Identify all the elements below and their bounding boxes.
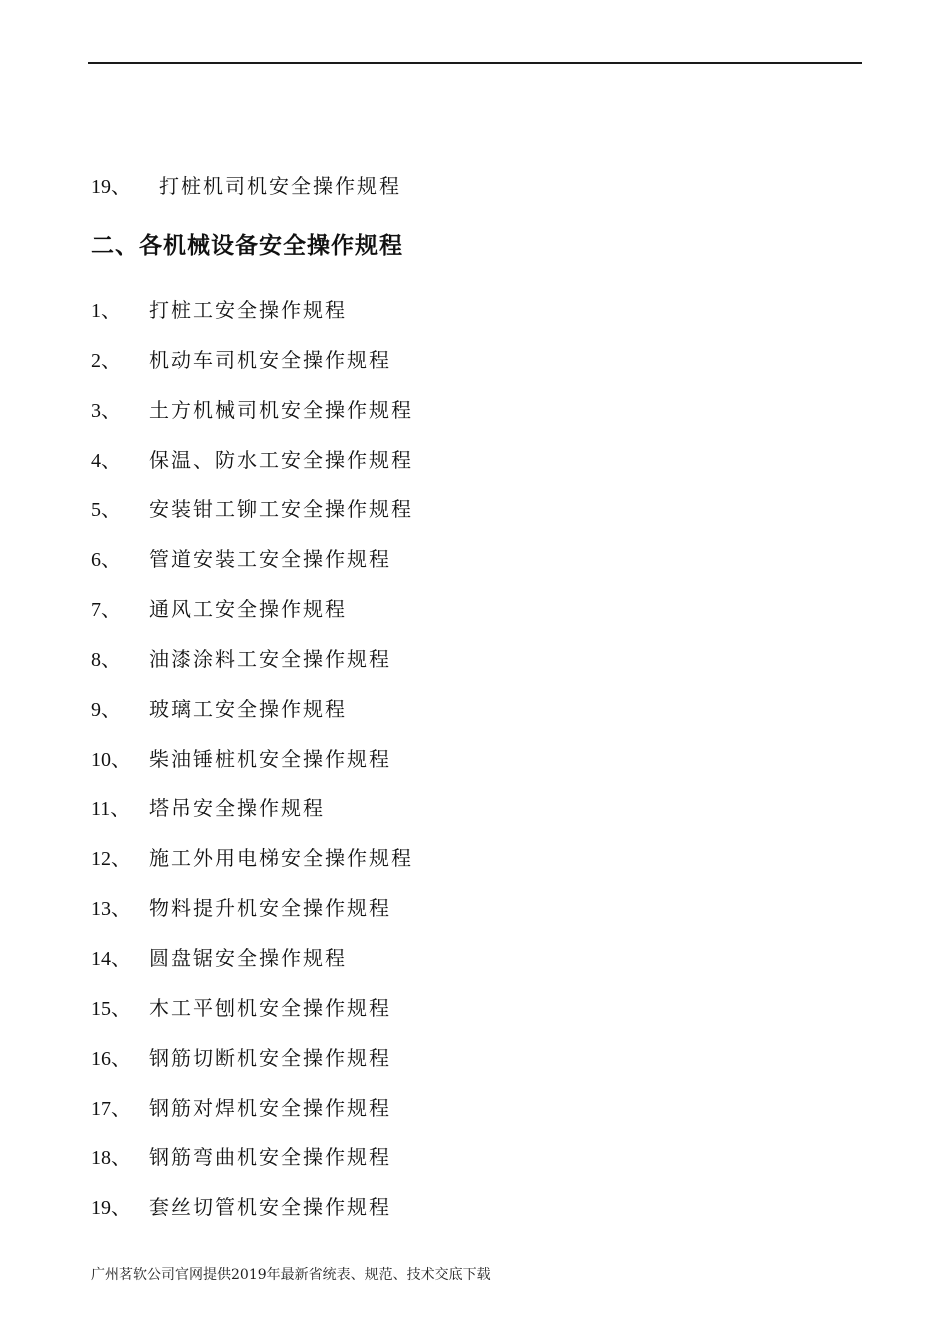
list-item xyxy=(91,894,413,944)
list-item xyxy=(91,745,413,795)
item-number: 16、 xyxy=(91,1047,131,1070)
list-item xyxy=(91,944,413,994)
item-title: 柴油锤桩机安全操作规程 xyxy=(149,746,391,771)
item-title: 套丝切管机安全操作规程 xyxy=(149,1195,391,1220)
list-item xyxy=(91,595,413,645)
list-item xyxy=(91,296,413,346)
item-number: 10、 xyxy=(91,748,131,771)
list-item xyxy=(91,794,413,844)
list-item xyxy=(91,495,413,545)
list-item xyxy=(91,1193,413,1243)
item-title: 机动车司机安全操作规程 xyxy=(149,347,391,372)
page-footer: 广州茗软公司官网提供2019年最新省统表、规范、技术交底下载 xyxy=(91,1267,491,1283)
list-item xyxy=(91,1143,413,1193)
item-number: 1、 xyxy=(91,300,121,322)
section-heading: 二、各机械设备安全操作规程 xyxy=(91,233,403,259)
item-title: 通风工安全操作规程 xyxy=(149,597,347,622)
item-number: 18、 xyxy=(91,1147,131,1170)
procedure-list xyxy=(91,296,413,1243)
list-item xyxy=(91,446,413,496)
list-item xyxy=(91,172,401,201)
list-item xyxy=(91,346,413,396)
header-divider xyxy=(88,62,862,64)
item-title: 管道安装工安全操作规程 xyxy=(149,547,391,572)
item-number: 2、 xyxy=(91,349,121,372)
item-number: 6、 xyxy=(91,549,121,572)
list-item xyxy=(91,695,413,745)
item-number: 12、 xyxy=(91,848,131,871)
item-number: 17、 xyxy=(91,1097,131,1120)
item-number: 19、 xyxy=(91,1197,131,1220)
item-title: 钢筋对焊机安全操作规程 xyxy=(149,1095,391,1120)
item-title: 钢筋切断机安全操作规程 xyxy=(149,1045,391,1070)
list-item xyxy=(91,994,413,1044)
item-number: 14、 xyxy=(91,947,131,970)
list-item xyxy=(91,645,413,695)
item-number: 11、 xyxy=(91,798,131,821)
item-number: 3、 xyxy=(91,399,121,422)
item-title: 塔吊安全操作规程 xyxy=(149,796,325,821)
item-number: 19、 xyxy=(91,176,131,198)
list-item xyxy=(91,844,413,894)
item-number: 7、 xyxy=(91,599,121,622)
item-title: 油漆涂料工安全操作规程 xyxy=(149,646,391,671)
list-item xyxy=(91,396,413,446)
list-item xyxy=(91,545,413,595)
item-title: 打桩机司机安全操作规程 xyxy=(159,174,401,198)
item-title: 保温、防水工安全操作规程 xyxy=(149,447,413,472)
item-title: 木工平刨机安全操作规程 xyxy=(149,995,391,1020)
item-number: 8、 xyxy=(91,648,121,671)
list-item xyxy=(91,1094,413,1144)
list-item xyxy=(91,1044,413,1094)
item-number: 9、 xyxy=(91,698,121,721)
item-title: 打桩工安全操作规程 xyxy=(149,298,347,322)
item-number: 15、 xyxy=(91,997,131,1020)
item-title: 施工外用电梯安全操作规程 xyxy=(149,846,413,871)
item-number: 5、 xyxy=(91,499,121,522)
item-title: 安装钳工铆工安全操作规程 xyxy=(149,497,413,522)
item-number: 13、 xyxy=(91,898,131,921)
item-title: 玻璃工安全操作规程 xyxy=(149,696,347,721)
item-title: 土方机械司机安全操作规程 xyxy=(149,397,413,422)
item-title: 物料提升机安全操作规程 xyxy=(149,896,391,921)
item-number: 4、 xyxy=(91,449,121,472)
item-title: 钢筋弯曲机安全操作规程 xyxy=(149,1145,391,1170)
item-title: 圆盘锯安全操作规程 xyxy=(149,945,347,970)
